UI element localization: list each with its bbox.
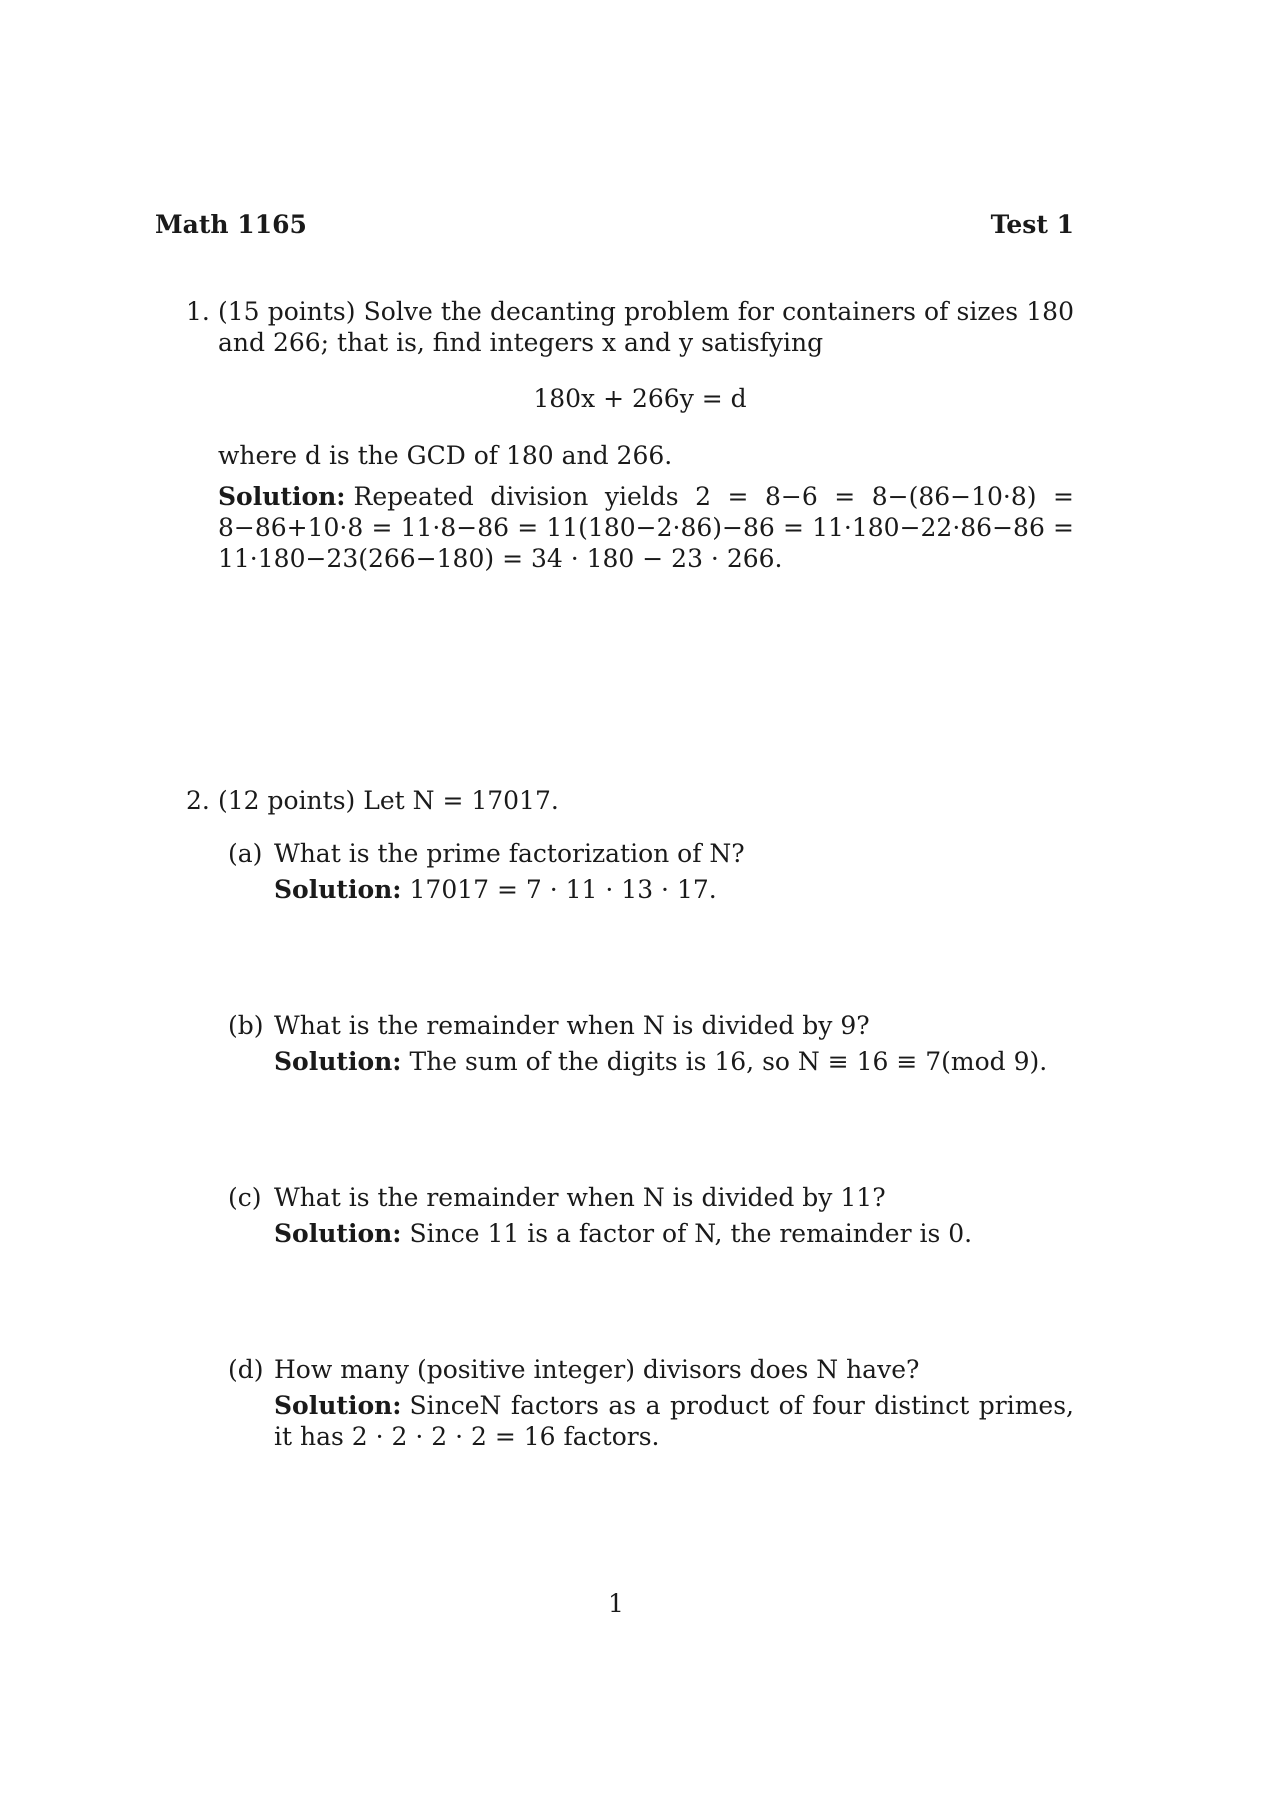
question-2-intro: (12 points) Let N = 17017. bbox=[218, 786, 559, 815]
part-a-question: What is the prime factorization of N? bbox=[274, 839, 745, 868]
question-2-number: 2. bbox=[186, 786, 210, 815]
part-c-question: What is the remainder when N is divided by 11? bbox=[274, 1183, 886, 1212]
solution-text: The sum of the digits is 16, so N ≡ 16 ≡ 7(mod 9). bbox=[409, 1047, 1048, 1076]
part-b-solution bbox=[274, 1046, 1047, 1078]
part-d-solution bbox=[274, 1390, 1074, 1452]
part-b-label: (b) bbox=[228, 1011, 264, 1040]
solution-text: Repeated division yields 2 = 8−6 = 8−(86−10·8) = 8−86+10·8 = 11·8−86 = 11(180−2·86)−86 = 11·180−22·86−86 = 11·180−23(266−180) = 34 · 180 − 23 · 266. bbox=[218, 482, 1074, 573]
solution-label: Solution: bbox=[218, 482, 346, 511]
solution-text: SinceN factors as a product of four distinct primes, it has 2 · 2 · 2 · 2 = 16 factors. bbox=[274, 1391, 1074, 1451]
solution-label: Solution: bbox=[274, 1391, 402, 1420]
part-d-question: How many (positive integer) divisors does N have? bbox=[274, 1355, 920, 1384]
part-c-label: (c) bbox=[228, 1183, 262, 1212]
part-a-solution bbox=[274, 874, 717, 906]
solution-text: Since 11 is a factor of N, the remainder is 0. bbox=[409, 1219, 973, 1248]
solution-label: Solution: bbox=[274, 1047, 402, 1076]
question-1-where: where d is the GCD of 180 and 266. bbox=[218, 441, 673, 470]
page-number: 1 bbox=[608, 1589, 624, 1618]
question-1-solution bbox=[218, 481, 1074, 574]
part-b-question: What is the remainder when N is divided by 9? bbox=[274, 1011, 870, 1040]
test-title: Test 1 bbox=[990, 210, 1074, 239]
solution-label: Solution: bbox=[274, 875, 402, 904]
part-c-solution bbox=[274, 1218, 972, 1250]
solution-label: Solution: bbox=[274, 1219, 402, 1248]
course-title: Math 1165 bbox=[155, 210, 307, 239]
question-1-number: 1. bbox=[186, 297, 210, 326]
solution-text: 17017 = 7 · 11 · 13 · 17. bbox=[409, 875, 717, 904]
part-d-label: (d) bbox=[228, 1355, 264, 1384]
part-a-label: (a) bbox=[228, 839, 263, 868]
question-1-equation: 180x + 266y = d bbox=[533, 384, 747, 413]
question-1-text: (15 points) Solve the decanting problem for containers of sizes 180 and 266; that is, find integers x and y satisfying bbox=[218, 297, 1074, 357]
